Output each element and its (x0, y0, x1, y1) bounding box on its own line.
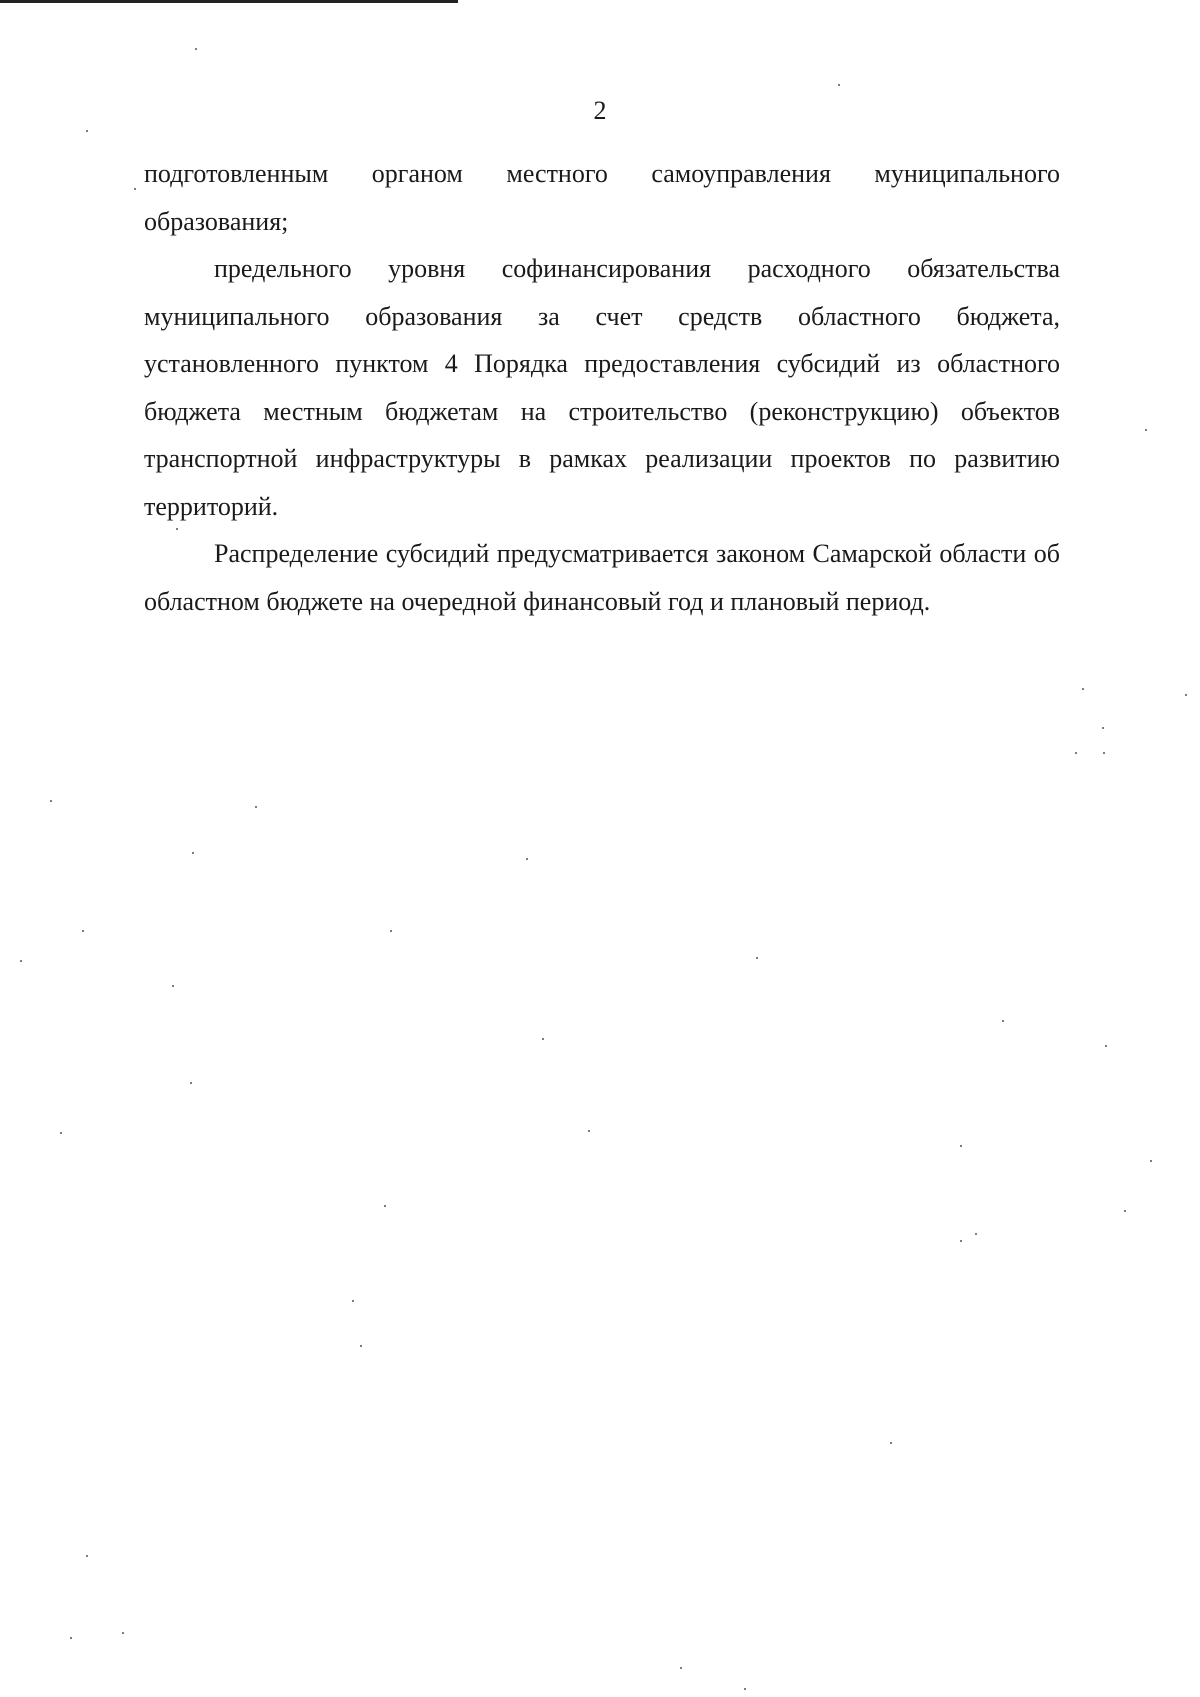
paragraph-subsidy-distribution: Распределение субсидий предусматривается законом Самарской области об областном бюджете на очередной финансовый год и плановый период. (144, 539, 1060, 616)
paragraph-cofinancing-limit: предельного уровня софинансирования расходного обязательства муниципального образования за счет средств областного бюджета, установленного пунктом 4 Порядка предоставления субсидий из областного бюджета местным бюджетам на строительство (реконструкцию) объектов транспортной инфраструктуры в рамках реализации проектов по развитию территорий. (144, 254, 1060, 521)
top-border-line (0, 0, 458, 3)
paragraph-continuation: подготовленным органом местного самоуправления муниципального образования; (144, 159, 1060, 236)
page-number: 2 (593, 96, 607, 125)
body-text (144, 150, 1060, 625)
